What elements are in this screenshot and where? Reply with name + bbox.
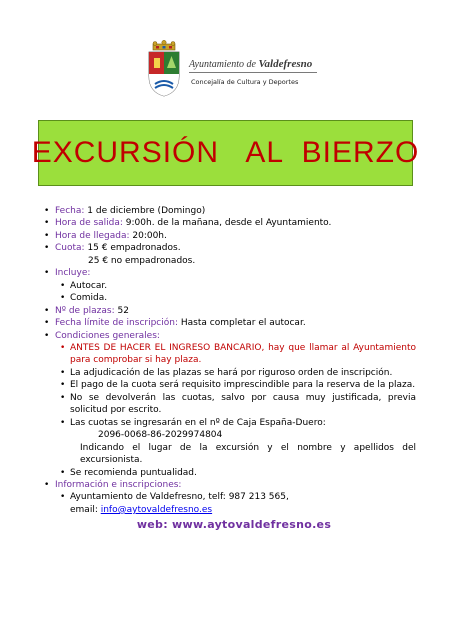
bullet-icon: • <box>44 318 50 329</box>
bullet-icon: • <box>44 268 50 279</box>
coat-of-arms-logo <box>145 40 183 98</box>
bullet-icon: • <box>60 417 66 428</box>
sub-item-contact: • Ayuntamiento de Valdefresno, telf: 987 213 565, <box>60 492 289 503</box>
sub-item-comida: • Comida. <box>60 293 108 304</box>
cuota-second-line: 25 € no empadronados. <box>88 255 196 266</box>
list-item-plazas: • Nº de plazas: 52 <box>44 305 129 316</box>
sub-item-cuotas: • Las cuotas se ingresarán en el nº de Caja España-Duero: <box>60 417 326 428</box>
organization-name: Ayuntamiento de Valdefresno <box>189 58 313 70</box>
bullet-icon: • <box>44 218 50 229</box>
bullet-icon: • <box>60 342 66 353</box>
contact-email-line: email: info@aytovaldefresno.es <box>70 504 213 515</box>
department-name: Concejalía de Cultura y Deportes <box>191 78 299 86</box>
cuotas-instructions: Indicando el lugar de la excursión y el nombre y apellidos del excursionista. <box>80 442 416 466</box>
bullet-icon: • <box>60 293 66 304</box>
sub-item-warning: • ANTES DE HACER EL INGRESO BANCARIO, hay que llamar al Ayuntamiento para comprobar si hay plaza. <box>60 342 416 366</box>
title-banner <box>31 120 420 186</box>
list-item-llegada: • Hora de llegada: 20:00h. <box>44 230 167 241</box>
header <box>145 40 325 100</box>
bullet-icon: • <box>44 330 50 341</box>
header-divider <box>189 72 317 73</box>
list-item-cuota: • Cuota: 15 € empadronados. <box>44 243 181 254</box>
bullet-icon: • <box>44 305 50 316</box>
bullet-icon: • <box>60 280 66 291</box>
bank-account-number: 2096-0068-86-2029974804 <box>98 430 223 441</box>
bullet-icon: • <box>44 479 50 490</box>
sub-item-autocar: • Autocar. <box>60 280 108 291</box>
bullet-icon: • <box>44 230 50 241</box>
list-item-condiciones: • Condiciones generales: <box>44 330 160 341</box>
list-item-incluye: • Incluye: <box>44 268 91 279</box>
website-link[interactable]: web: www.aytovaldefresno.es <box>136 518 332 532</box>
list-item-informacion: • Información e inscripciones: <box>44 479 182 490</box>
bullet-icon: • <box>44 206 50 216</box>
bullet-icon: • <box>60 380 66 391</box>
event-details <box>44 205 416 532</box>
bullet-icon: • <box>44 243 50 254</box>
page-title: EXCURSIÓN AL BIERZO <box>31 136 420 169</box>
list-item-limite: • Fecha límite de inscripción: Hasta completar el autocar. <box>44 318 306 329</box>
bullet-icon: • <box>60 467 66 478</box>
bullet-icon: • <box>60 392 66 403</box>
sub-item-adjudicacion: • La adjudicación de las plazas se hará por riguroso orden de inscripción. <box>60 367 393 378</box>
list-item-salida: • Hora de salida: 9:00h. de la mañana, desde el Ayuntamiento. <box>44 218 332 229</box>
list-item-fecha: • Fecha: 1 de diciembre (Domingo) <box>44 206 206 216</box>
sub-item-pago: • El pago de la cuota será requisito imprescindible para la reserva de la plaza. <box>60 380 416 391</box>
sub-item-puntualidad: • Se recomienda puntualidad. <box>60 467 197 478</box>
sub-item-devolucion: • No se devolverán las cuotas, salvo por causa muy justificada, previa solicitud por escrito. <box>60 392 416 416</box>
email-link[interactable]: info@aytovaldefresno.es <box>100 504 213 515</box>
bullet-icon: • <box>60 367 66 378</box>
bullet-icon: • <box>60 492 66 503</box>
